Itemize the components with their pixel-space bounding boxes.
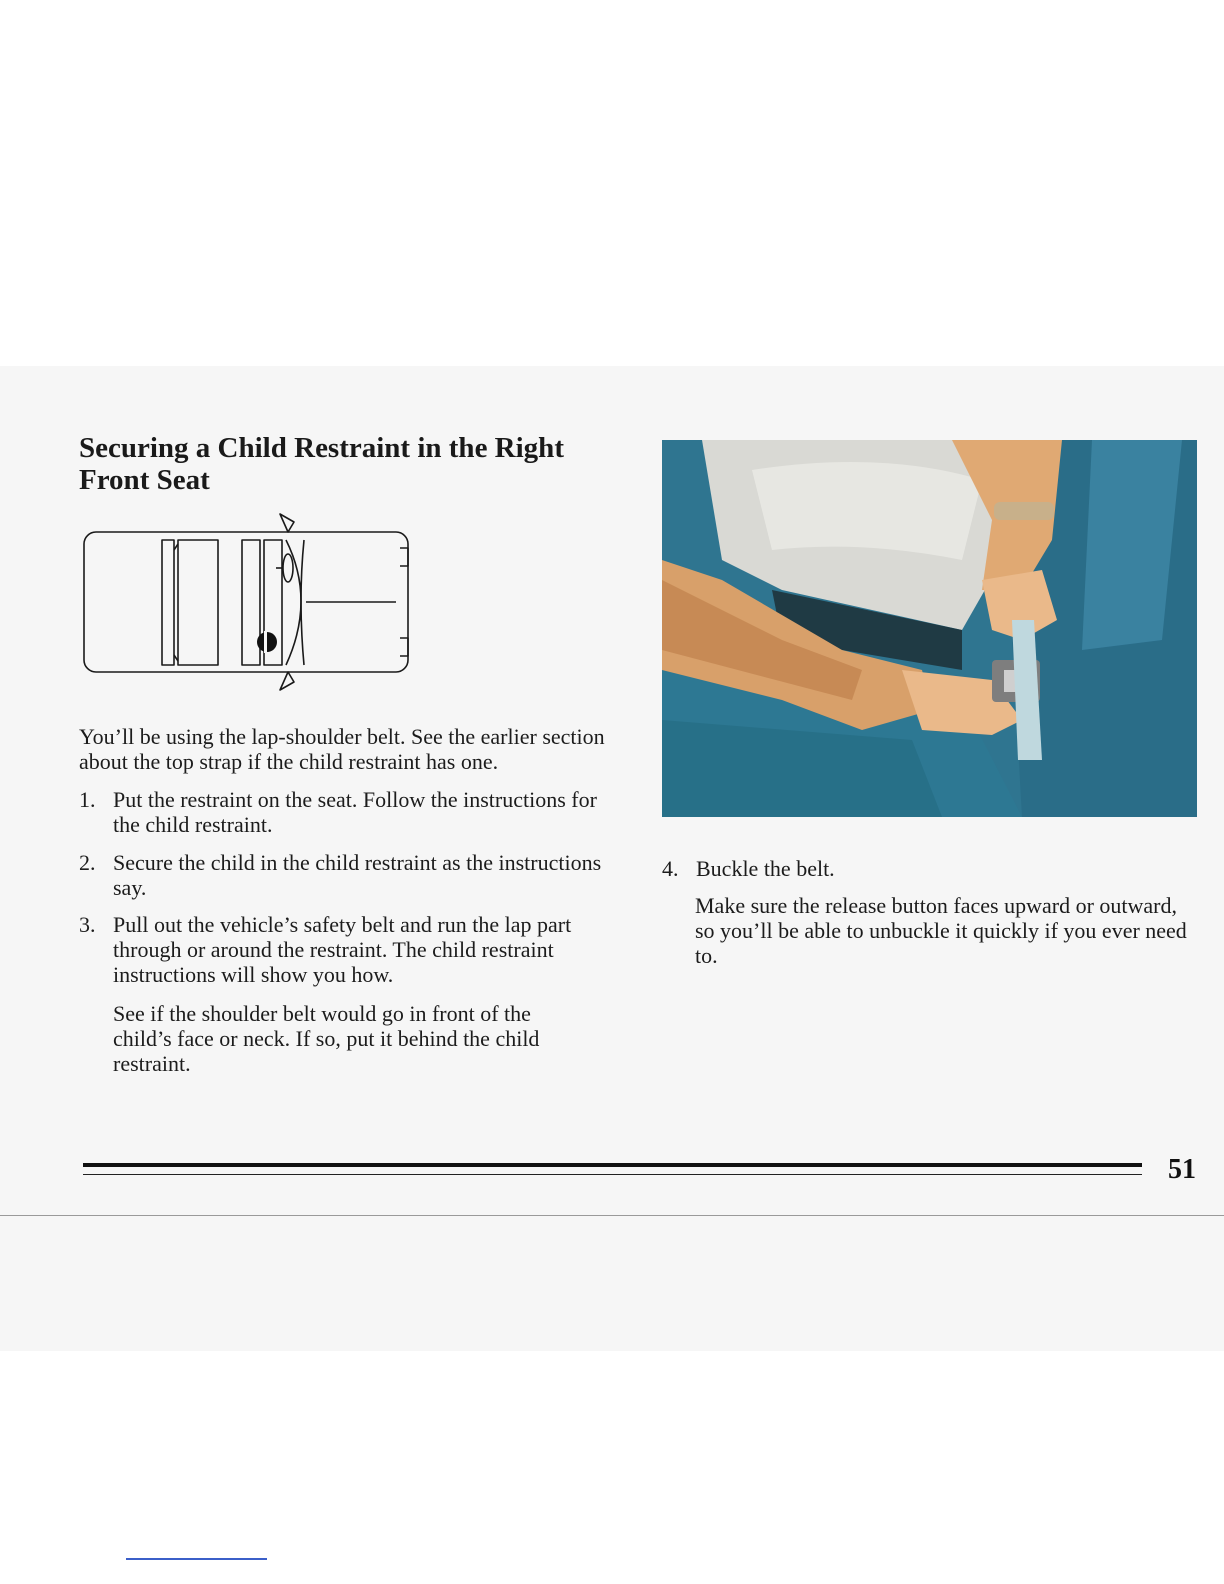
step-text: Secure the child in the child restraint as the instructions say.: [113, 850, 602, 900]
intro-paragraph: You’ll be using the lap-shoulder belt. See the earlier section about the top strap if the child restraint has one.: [79, 724, 605, 774]
step-4-note: Make sure the release button faces upward or outward, so you’ll be able to unbuckle it quickly if you ever need to.: [695, 893, 1187, 968]
step-number: 3.: [79, 912, 96, 937]
step-item: [662, 856, 1202, 881]
page-edge-line: [0, 1215, 1224, 1216]
step-number: 1.: [79, 787, 96, 812]
footer-rule-thick: [83, 1163, 1142, 1167]
step-number: 4.: [662, 856, 679, 881]
vehicle-top-view-diagram: [78, 510, 418, 695]
step-item: [79, 850, 619, 900]
step-text: Pull out the vehicle’s safety belt and run the lap part through or around the restraint. The child restraint instructions will show you how.: [113, 912, 572, 987]
section-heading: Securing a Child Restraint in the Right Front Seat: [79, 432, 564, 496]
step-text: Buckle the belt.: [696, 856, 835, 881]
step-text: Put the restraint on the seat. Follow the instructions for the child restraint.: [113, 787, 597, 837]
footer-rule-thin: [83, 1174, 1142, 1175]
step-3-note: See if the shoulder belt would go in front of the child’s face or neck. If so, put it behind the child restraint.: [113, 1001, 540, 1076]
footer-link-underline[interactable]: [126, 1558, 267, 1560]
step-item: [79, 912, 619, 987]
page-number: 51: [1168, 1154, 1196, 1185]
step-item: [79, 787, 619, 837]
buckle-illustration: [662, 440, 1197, 817]
step-number: 2.: [79, 850, 96, 875]
